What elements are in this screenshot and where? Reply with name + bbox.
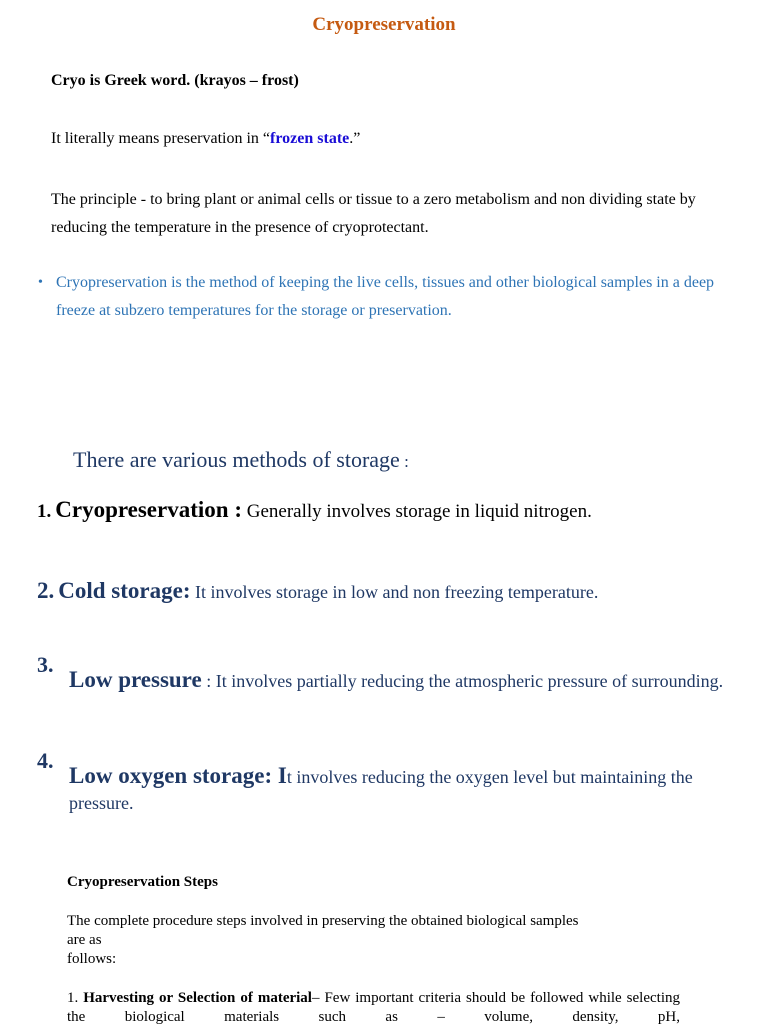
step-text: – Few important criteria should be followed while selecting the biological materials such as – volume, density, pH, <box>67 990 680 1025</box>
method-description: : It involves partially reducing the atmospheric pressure of surrounding. <box>201 671 724 691</box>
step-number: 1. <box>67 990 79 1006</box>
methods-heading-text: There are various methods of storage <box>73 447 400 472</box>
method-label: Cold storage: <box>58 578 191 603</box>
literal-after: .” <box>349 130 361 147</box>
method-item-3 <box>69 668 739 695</box>
method-item-4 <box>69 764 739 817</box>
definition-bullet <box>38 269 748 325</box>
method-number-4: 4. <box>37 748 54 773</box>
steps-intro-line: The complete procedure steps involved in preserving the obtained biological samples <box>67 913 579 929</box>
bullet-icon: • <box>38 275 43 290</box>
definition-text: Cryopreservation is the method of keeping the live cells, tissues and other biological samples in a deep freeze at subzero temperatures for the storage or preservation. <box>56 274 715 319</box>
method-number: 1. <box>37 501 52 522</box>
methods-heading <box>73 447 409 473</box>
method-number-3: 3. <box>37 652 54 677</box>
steps-intro-paragraph <box>67 912 687 969</box>
method-description: t involves reducing the oxygen level but maintaining the pressure. <box>69 767 693 813</box>
method-number: 2. <box>37 578 55 603</box>
greek-origin-line: Cryo is Greek word. (krayos – frost) <box>51 72 299 89</box>
method-label: Cryopreservation : <box>55 497 242 522</box>
literal-meaning-line <box>51 130 360 148</box>
method-description: Generally involves storage in liquid nitrogen. <box>241 501 592 522</box>
method-item-2 <box>37 578 598 604</box>
method-item-1 <box>37 498 637 525</box>
page-title: Cryopreservation <box>312 14 456 35</box>
steps-intro-line: are as <box>67 932 102 948</box>
method-label: Low oxygen storage: I <box>69 763 287 788</box>
steps-heading: Cryopreservation Steps <box>67 874 218 890</box>
frozen-state-highlight: frozen state <box>270 130 350 147</box>
literal-before: It literally means preservation in “ <box>51 130 271 147</box>
principle-paragraph: The principle - to bring plant or animal cells or tissue to a zero metabolism and non dividing state by reducing the temperature in the presence of cryoprotectant. <box>51 191 696 236</box>
step-1-harvesting <box>67 989 680 1027</box>
method-description: It involves storage in low and non freezing temperature. <box>190 582 599 602</box>
methods-heading-colon: : <box>399 452 409 471</box>
steps-intro-line: follows: <box>67 951 117 967</box>
step-label: Harvesting or Selection of material <box>83 990 312 1006</box>
method-label: Low pressure <box>69 667 202 692</box>
